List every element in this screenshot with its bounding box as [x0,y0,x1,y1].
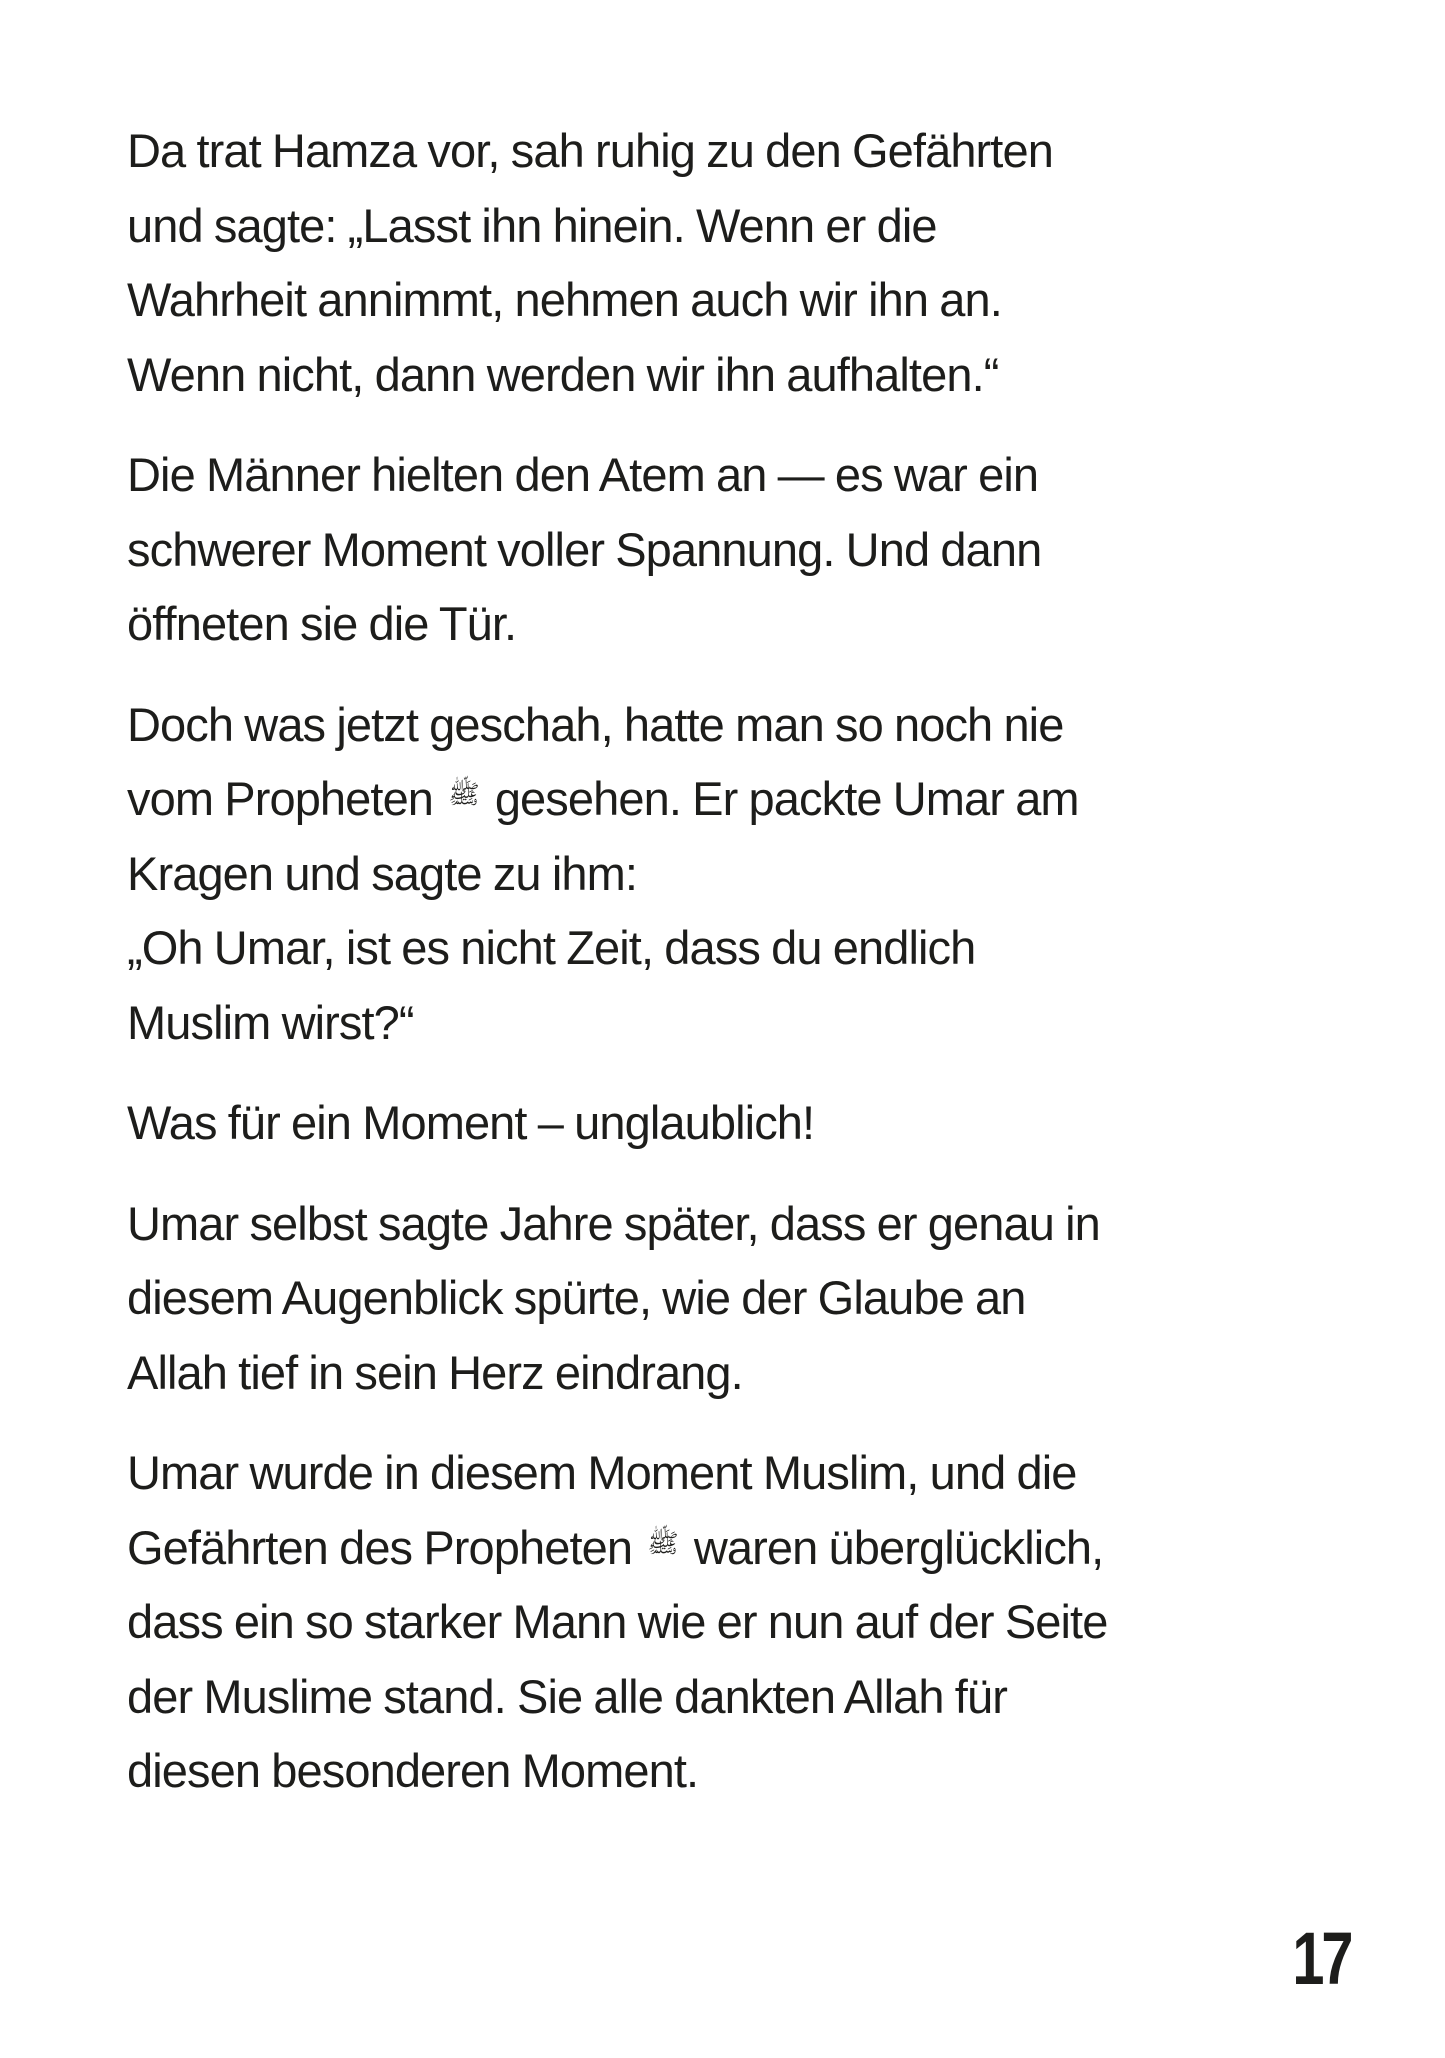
text-line: Doch was jetzt geschah, hatte man so noch nie [127,697,1064,751]
text-line: diesen besonderen Moment. [127,1744,699,1797]
text-line: Umar wurde in diesem Moment Muslim, und die [127,1446,1077,1499]
text-line: Da trat Hamza vor, sah ruhig zu den Gefährten [127,124,1053,177]
text-segment: Gefährten des Propheten [127,1520,633,1574]
text-line: öffneten sie die Tür. [127,597,517,650]
text-line [127,1511,1357,1586]
text-line: der Muslime stand. Sie alle dankten Allah für [127,1669,1007,1723]
text-line: Umar selbst sagte Jahre später, dass er genau in [127,1196,1100,1250]
text-line: Was für ein Moment – unglaublich! [127,1096,815,1149]
salawat-symbol-icon: ﷺ [448,780,480,810]
paragraph-exclamation [127,1086,1357,1161]
text-line: Wahrheit annimmt, nehmen auch wir ihn an. [127,273,1002,326]
paragraph-prophet [127,688,1357,1061]
quote-line: Muslim wirst?“ [127,995,414,1049]
paragraph-hamza [127,114,1357,412]
text-segment: vom Propheten [127,772,434,825]
text-line: Allah tief in sein Herz eindrang. [127,1345,743,1399]
quote-line: „Oh Umar, ist es nicht Zeit, dass du endlich [127,921,976,974]
salawat-symbol-icon: ﷺ [647,1528,679,1559]
text-line: und sagte: „Lasst ihn hinein. Wenn er die [127,198,937,252]
text-line: Die Männer hielten den Atem an — es war ein [127,448,1039,501]
paragraph-door [127,438,1357,662]
paragraph-umar-recollection [127,1187,1357,1411]
text-line: Wenn nicht, dann werden wir ihn aufhalten.“ [127,347,999,401]
text-line: schwerer Moment voller Spannung. Und dann [127,522,1042,576]
text-segment: waren überglücklich, [693,1520,1104,1574]
paragraph-conversion [127,1436,1357,1809]
text-line: Kragen und sagte zu ihm: [127,846,638,900]
text-line: diesem Augenblick spürte, wie der Glaube an [127,1271,1026,1324]
text-segment: gesehen. Er packte Umar am [494,772,1079,825]
text-line [127,762,1357,837]
page-number: 17 [1292,1917,1350,2000]
body-text [127,114,1357,1835]
text-line: dass ein so starker Mann wie er nun auf der Seite [127,1595,1108,1648]
